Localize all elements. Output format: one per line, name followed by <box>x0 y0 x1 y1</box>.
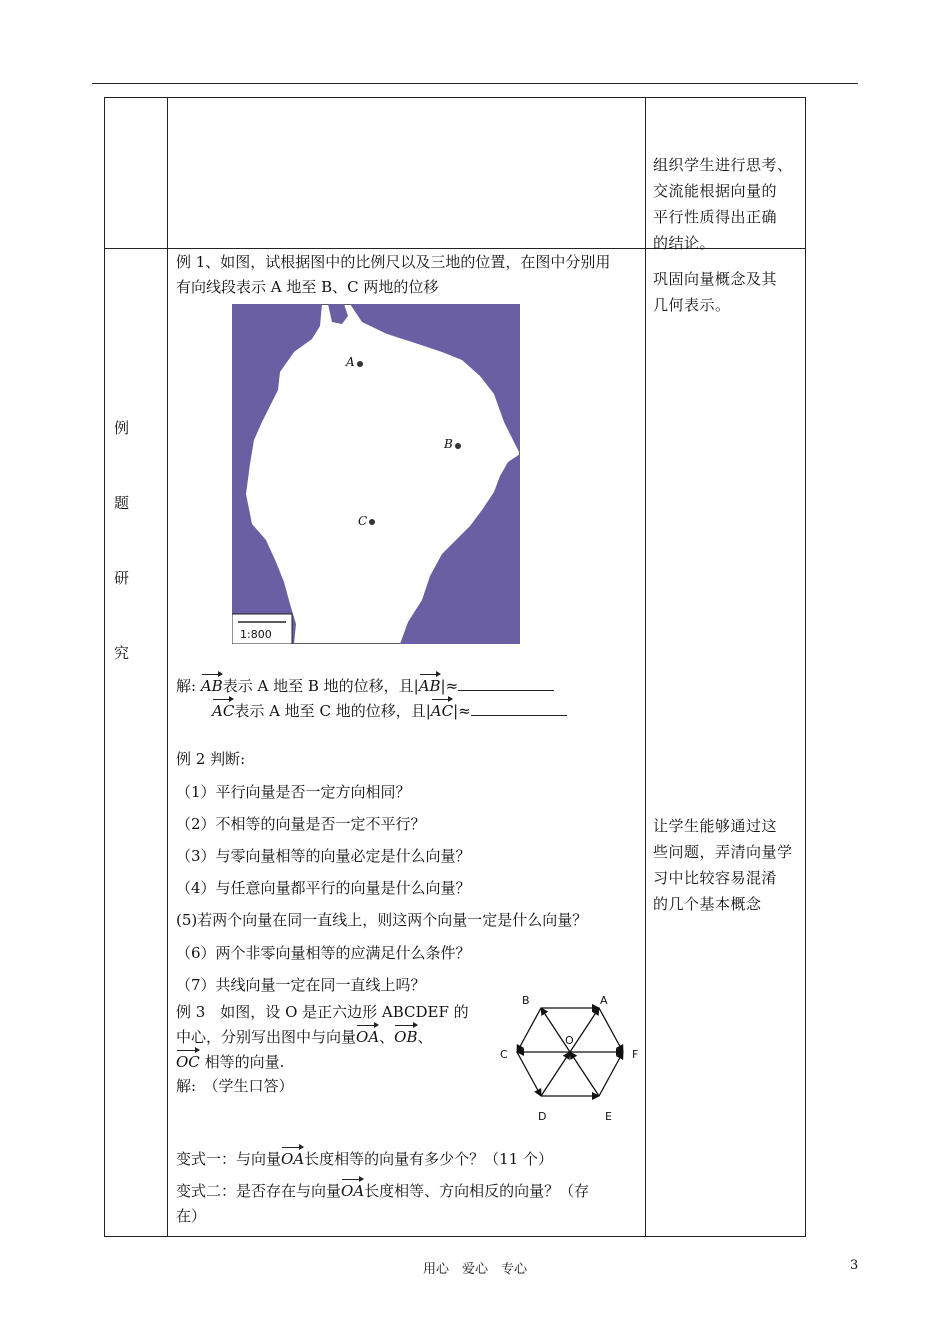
example1-solution-ac <box>212 698 567 724</box>
example2-title: 例 2 判断: <box>176 750 246 768</box>
variant-text: 长度相等的向量有多少个？（11 个） <box>304 1150 554 1168</box>
variant2-continued: 在） <box>176 1207 207 1225</box>
edge-bc <box>517 1008 541 1052</box>
center-o-label: O <box>565 1034 574 1047</box>
vector-oa: OA <box>281 1146 304 1172</box>
vector-ac: AC <box>431 698 453 724</box>
vector-ab: AB <box>201 673 223 699</box>
note-line: 的几个基本概念 <box>653 895 762 913</box>
example3-text: 中心，分别写出图中与向量 <box>176 1028 357 1046</box>
note-line: 组织学生进行思考、 <box>653 156 793 174</box>
example3-line2 <box>176 1024 433 1050</box>
note-line: 让学生能够通过这 <box>653 817 778 835</box>
example1-line2: 有向线段表示 A 地至 B、C 两地的位移 <box>176 278 439 296</box>
column-divider-1 <box>167 98 168 1236</box>
point-c-marker <box>369 519 375 525</box>
row2-teaching-note-a <box>653 266 793 318</box>
answer-blank[interactable] <box>458 676 554 691</box>
vector-oa-line <box>570 1008 599 1052</box>
header-rule <box>92 83 858 84</box>
example3-line3 <box>176 1049 284 1075</box>
solution-prefix: 解: <box>176 677 197 695</box>
example1-line1: 例 1、如图，试根据图中的比例尺以及三地的位置，在图中分别用 <box>176 253 611 271</box>
example2-item: （3）与零向量相等的向量必定是什么向量？ <box>176 847 471 865</box>
point-b-label: B <box>444 437 453 451</box>
variant-text: 变式二：是否存在与向量 <box>176 1182 342 1200</box>
column-divider-2 <box>645 98 646 1236</box>
note-line: 交流能根据向量的 <box>653 182 778 200</box>
example3-solution: 解: （学生口答） <box>176 1077 294 1095</box>
vertex-c-label: C <box>500 1048 508 1061</box>
row1-teaching-note <box>653 152 793 256</box>
vector-ob: OB <box>394 1024 417 1050</box>
example2-item: （1）平行向量是否一定方向相同？ <box>176 783 411 801</box>
separator: 、 <box>379 1028 395 1046</box>
example3-line1: 例 3 如图，设 O 是正六边形 ABCDEF 的 <box>176 1003 469 1021</box>
answer-blank[interactable] <box>471 701 567 716</box>
point-b-marker <box>455 443 461 449</box>
section-label-char: 研 <box>114 569 130 587</box>
vertex-f-label: F <box>632 1048 639 1061</box>
vertex-e-label: E <box>605 1110 612 1123</box>
edge-cd <box>517 1052 541 1096</box>
solution-text: 表示 A 地至 B 地的位移，且| <box>222 677 419 695</box>
example2-item: （6）两个非零向量相等的应满足什么条件？ <box>176 944 471 962</box>
vector-ab: AB <box>419 673 441 699</box>
note-line: 些问题，弄清向量学 <box>653 843 793 861</box>
vector-oc: OC <box>176 1049 200 1075</box>
example2-item: （4）与任意向量都平行的向量是什么向量？ <box>176 879 471 897</box>
vertex-b-label: B <box>522 994 530 1007</box>
approx-sign: |≈ <box>440 677 459 695</box>
example2-item: (5)若两个向量在同一直线上，则这两个向量一定是什么向量？ <box>176 911 588 929</box>
vector-do-line <box>541 1052 570 1096</box>
note-line: 平行性质得出正确 <box>653 208 778 226</box>
example3-text: 相等的向量. <box>204 1053 285 1071</box>
vertex-a-label: A <box>600 994 608 1007</box>
edge-ef <box>599 1052 623 1096</box>
section-label-char: 究 <box>114 644 130 662</box>
hexagon-figure <box>498 994 644 1128</box>
note-line: 的结论。 <box>653 234 716 252</box>
variant1 <box>176 1146 553 1172</box>
section-label-char: 题 <box>114 494 130 512</box>
edge-af <box>599 1008 623 1052</box>
example2-item: （7）共线向量一定在同一直线上吗？ <box>176 976 426 994</box>
variant2 <box>176 1178 589 1204</box>
variant-text: 长度相等、方向相反的向量？（存 <box>364 1182 590 1200</box>
note-line: 习中比较容易混淆 <box>653 869 778 887</box>
approx-sign: |≈ <box>453 702 471 720</box>
solution-text: 表示 A 地至 C 地的位移，且| <box>234 702 431 720</box>
footer-motto: 用心 爱心 专心 <box>422 1262 527 1277</box>
note-line: 几何表示。 <box>653 296 731 314</box>
variant-text: 变式一：与向量 <box>176 1150 282 1168</box>
vector-eo-line <box>570 1052 599 1096</box>
vector-oa: OA <box>356 1024 379 1050</box>
point-c-label: C <box>358 514 368 528</box>
row2-teaching-note-b <box>653 813 793 917</box>
point-a-marker <box>357 361 363 367</box>
section-label-char: 例 <box>114 419 130 437</box>
vector-ac: AC <box>212 698 234 724</box>
page-number: 3 <box>850 1258 859 1273</box>
vertex-d-label: D <box>538 1110 547 1123</box>
vector-oa: OA <box>341 1178 364 1204</box>
separator: 、 <box>417 1028 433 1046</box>
map-figure <box>232 304 520 644</box>
point-a-label: A <box>346 355 355 369</box>
example2-item: （2）不相等的向量是否一定不平行？ <box>176 815 426 833</box>
note-line: 巩固向量概念及其 <box>653 270 778 288</box>
scale-label: 1:800 <box>240 628 272 641</box>
